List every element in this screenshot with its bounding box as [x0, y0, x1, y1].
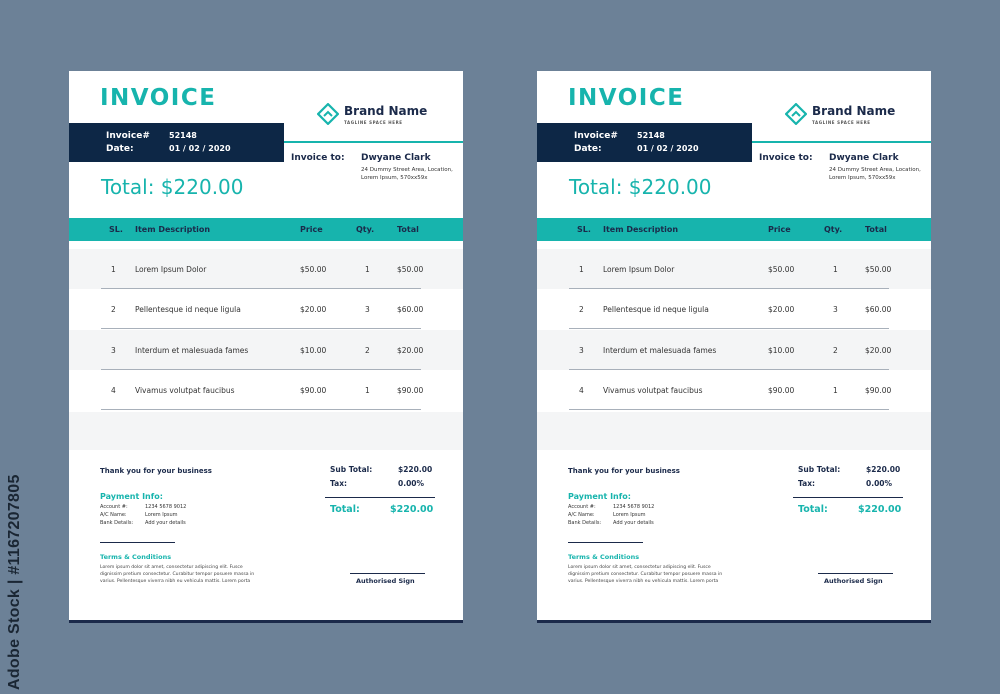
- payment-info-title: Payment Info:: [568, 492, 631, 501]
- row-price: $10.00: [768, 346, 795, 355]
- row-divider: [101, 328, 421, 329]
- header-description: Item Description: [603, 225, 679, 234]
- header-qty: Qty.: [824, 225, 843, 234]
- row-qty: 3: [365, 305, 370, 314]
- accent-divider: [752, 141, 931, 143]
- table-row: [69, 330, 463, 370]
- invoice-meta-box: [69, 123, 284, 162]
- row-price: $20.00: [768, 305, 795, 314]
- grand-total-value: $220.00: [390, 504, 434, 515]
- total-display: Total: $220.00: [569, 175, 712, 199]
- payment-account-row: [100, 504, 186, 510]
- bank-value: Add your details: [145, 520, 186, 526]
- brand-logo-icon: [317, 103, 339, 125]
- row-total: $20.00: [865, 346, 892, 355]
- header-price: Price: [300, 225, 323, 234]
- date-label: Date:: [106, 144, 134, 154]
- bank-label: Bank Details:: [100, 520, 134, 526]
- row-description: Pellentesque id neque ligula: [603, 305, 709, 314]
- invoice-title: INVOICE: [568, 85, 685, 111]
- row-total: $20.00: [397, 346, 424, 355]
- row-price: $90.00: [300, 386, 327, 395]
- header-total: Total: [865, 225, 887, 234]
- table-blank-row: [537, 412, 931, 450]
- table-header: [69, 218, 463, 241]
- client-name: Dwyane Clark: [829, 153, 899, 163]
- row-divider: [101, 409, 421, 410]
- payment-divider: [568, 542, 643, 543]
- row-description: Vivamus volutpat faucibus: [135, 386, 235, 395]
- row-total: $50.00: [865, 265, 892, 274]
- row-price: $20.00: [300, 305, 327, 314]
- invoice-number: 52148: [637, 131, 665, 140]
- subtotal-value: $220.00: [398, 465, 433, 474]
- brand-logo-icon: [785, 103, 807, 125]
- row-price: $50.00: [768, 265, 795, 274]
- invoice-page-left: [69, 71, 463, 623]
- grand-total-label: Total:: [798, 504, 828, 515]
- payment-info-title: Payment Info:: [100, 492, 163, 501]
- row-sl: 2: [111, 305, 116, 314]
- signature-line: [818, 573, 893, 574]
- row-price: $10.00: [300, 346, 327, 355]
- row-description: Interdum et malesuada fames: [135, 346, 249, 355]
- account-label: Account #:: [100, 504, 128, 510]
- client-address: 24 Dummy Street Area, Location, Lorem Ipsum, 570xx59x: [829, 167, 921, 181]
- invoice-number: 52148: [169, 131, 197, 140]
- payment-bank-row: [100, 520, 186, 526]
- invoice-to-label: Invoice to:: [759, 153, 813, 163]
- payment-divider: [100, 542, 175, 543]
- row-sl: 1: [111, 265, 116, 274]
- signature-label: Authorised Sign: [824, 577, 883, 585]
- terms-text: Lorem ipsum dolor sit amet, consectetur adipiscing elit. Fusce dignissim pretium consectetur. Curabitur tempor posuere massa in varius. Pellentesque viverra nibh eu vehicula mattis. Lorem porta: [568, 565, 723, 584]
- account-value: 1234 5678 9012: [145, 504, 187, 510]
- table-row: [537, 289, 931, 329]
- row-sl: 2: [579, 305, 584, 314]
- account-label: Account #:: [568, 504, 596, 510]
- brand-name: Brand Name: [344, 104, 428, 118]
- terms-title: Terms & Conditions: [100, 553, 172, 561]
- payment-acname-row: [100, 512, 178, 518]
- total-display: Total: $220.00: [101, 175, 244, 199]
- thank-you-note: Thank you for your business: [100, 467, 212, 475]
- table-blank-row: [69, 412, 463, 450]
- brand-name: Brand Name: [812, 104, 896, 118]
- payment-acname-row: [568, 512, 646, 518]
- row-sl: 1: [579, 265, 584, 274]
- ac-name-label: A/C Name:: [568, 512, 595, 518]
- ac-name-label: A/C Name:: [100, 512, 127, 518]
- signature-label: Authorised Sign: [356, 577, 415, 585]
- row-sl: 4: [579, 386, 584, 395]
- table-row: [537, 330, 931, 370]
- tax-label: Tax:: [330, 479, 348, 488]
- invoice-title: INVOICE: [100, 85, 217, 111]
- row-price: $50.00: [300, 265, 327, 274]
- invoice-date: 01 / 02 / 2020: [637, 144, 699, 153]
- row-qty: 1: [833, 265, 838, 274]
- row-price: $90.00: [768, 386, 795, 395]
- invoice-to-label: Invoice to:: [291, 153, 345, 163]
- row-divider: [569, 328, 889, 329]
- subtotal-value: $220.00: [866, 465, 901, 474]
- bank-label: Bank Details:: [568, 520, 602, 526]
- client-address: 24 Dummy Street Area, Location, Lorem Ipsum, 570xx59x: [361, 167, 453, 181]
- header-description: Item Description: [135, 225, 211, 234]
- signature-line: [350, 573, 425, 574]
- summary-divider: [325, 497, 435, 498]
- row-total: $60.00: [865, 305, 892, 314]
- row-total: $90.00: [397, 386, 424, 395]
- date-label: Date:: [574, 144, 602, 154]
- summary-divider: [793, 497, 903, 498]
- row-sl: 4: [111, 386, 116, 395]
- payment-account-row: [568, 504, 654, 510]
- invoice-meta-box: [537, 123, 752, 162]
- header-qty: Qty.: [356, 225, 375, 234]
- terms-text: Lorem ipsum dolor sit amet, consectetur adipiscing elit. Fusce dignissim pretium consectetur. Curabitur tempor posuere massa in varius. Pellentesque viverra nibh eu vehicula mattis. Lorem porta: [100, 565, 255, 584]
- row-divider: [569, 409, 889, 410]
- row-description: Lorem Ipsum Dolor: [603, 265, 675, 274]
- invoice-date: 01 / 02 / 2020: [169, 144, 231, 153]
- tax-value: 0.00%: [398, 479, 425, 488]
- tax-value: 0.00%: [866, 479, 893, 488]
- table-row: [69, 249, 463, 289]
- subtotal-label: Sub Total:: [330, 465, 373, 474]
- table-row: [69, 370, 463, 410]
- stock-credit: Adobe Stock | #1167207805: [6, 474, 23, 690]
- header-total: Total: [397, 225, 419, 234]
- row-qty: 1: [365, 265, 370, 274]
- row-qty: 1: [365, 386, 370, 395]
- table-header: [537, 218, 931, 241]
- ac-name-value: Lorem Ipsum: [145, 512, 178, 518]
- row-qty: 1: [833, 386, 838, 395]
- ac-name-value: Lorem Ipsum: [613, 512, 646, 518]
- terms-title: Terms & Conditions: [568, 553, 640, 561]
- payment-bank-row: [568, 520, 654, 526]
- tax-label: Tax:: [798, 479, 816, 488]
- subtotal-label: Sub Total:: [798, 465, 841, 474]
- account-value: 1234 5678 9012: [613, 504, 655, 510]
- row-total: $90.00: [865, 386, 892, 395]
- row-description: Interdum et malesuada fames: [603, 346, 717, 355]
- invoice-page-right: [537, 71, 931, 623]
- row-total: $50.00: [397, 265, 424, 274]
- row-sl: 3: [111, 346, 116, 355]
- table-row: [537, 370, 931, 410]
- grand-total-value: $220.00: [858, 504, 902, 515]
- brand-tagline: TAGLINE SPACE HERE: [344, 120, 403, 125]
- header-price: Price: [768, 225, 791, 234]
- row-qty: 3: [833, 305, 838, 314]
- thank-you-note: Thank you for your business: [568, 467, 680, 475]
- header-sl: SL.: [109, 225, 123, 234]
- grand-total-row: [330, 504, 434, 515]
- table-row: [537, 249, 931, 289]
- accent-divider: [284, 141, 463, 143]
- row-qty: 2: [833, 346, 838, 355]
- row-description: Vivamus volutpat faucibus: [603, 386, 703, 395]
- table-row: [69, 289, 463, 329]
- header-sl: SL.: [577, 225, 591, 234]
- grand-total-label: Total:: [330, 504, 360, 515]
- row-sl: 3: [579, 346, 584, 355]
- row-description: Lorem Ipsum Dolor: [135, 265, 207, 274]
- invoice-number-label: Invoice#: [106, 131, 150, 141]
- brand-tagline: TAGLINE SPACE HERE: [812, 120, 871, 125]
- grand-total-row: [798, 504, 902, 515]
- bank-value: Add your details: [613, 520, 654, 526]
- row-description: Pellentesque id neque ligula: [135, 305, 241, 314]
- invoice-number-label: Invoice#: [574, 131, 618, 141]
- row-qty: 2: [365, 346, 370, 355]
- client-name: Dwyane Clark: [361, 153, 431, 163]
- row-total: $60.00: [397, 305, 424, 314]
